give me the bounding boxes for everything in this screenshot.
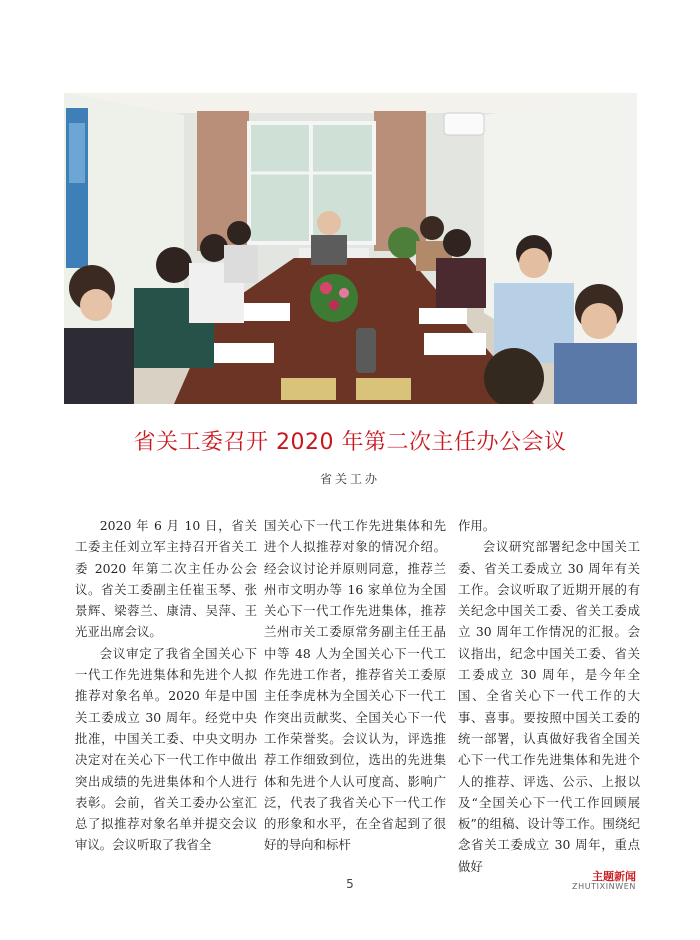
article-title: 省关工委召开 2020 年第二次主任办公会议 [133,430,567,455]
paragraph: 国关心下一代工作先进集体和先进个人拟推荐对象的情况介绍。经会议讨论并原则同意，推荐兰州市文明办等 16 家单位为全国关心下一代工作先进集体，推荐兰州市关工委原常务副主任王晶中等 48 人为全国关心下一代工作先进工作者，推荐省关工委原主任李虎林为全国关心下一代工作突出贡献奖、全国关心下一代工作荣誉奖。会议认为，评选推荐工作细致到位，选出的先进集体和先进个人认可度高、影响广泛，代表了我省关心下一代工作的形象和水平，在全省起到了很好的导向和标杆 [264,518,446,853]
article-author: 省关工办 [319,472,380,486]
paragraph: 作用。 [458,518,496,533]
article-column-3 [458,515,640,877]
meeting-photo [64,93,637,404]
meeting-photo-illustration [64,93,637,404]
paragraph: 2020 年 6 月 10 日，省关工委主任刘立军主持召开省关工委 2020 年第二次主任办公会议。省关工委副主任崔玉琴、张景辉、梁蓉兰、康清、吴萍、王光亚出席会议。 [75,518,257,640]
paragraph: 会议研究部署纪念中国关工委、省关工委成立 30 周年有关工作。会议听取了近期开展的有关纪念中国关工委、省关工委成立 30 周年工作情况的汇报。会议指出，纪念中国关工委、省关工委成立 30 周年，是今年全国、全省关心下一代工作的大事、喜事。要按照中国关工委的统一部署，认真做好我省全国关心下一代工作先进集体和先进个人的推荐、评选、公示、上报以及“全国关心下一代工作回顾展板”的组稿、设计等工作。围绕纪念省关工委成立 30 周年，重点做好 [458,539,640,874]
page-number: 5 [346,877,354,891]
section-brand-pinyin: ZHUTIXINWEN [572,882,636,891]
paragraph: 会议审定了我省全国关心下一代工作先进集体和先进个人拟推荐对象名单。2020 年是中国关工委成立 30 周年。经党中央批准，中国关工委、中央文明办决定对在关心下一代工作中做出突出成绩的先进集体和个人进行表彰。会前，省关工委办公室汇总了拟推荐对象名单并提交会议审议。会议听取了我省全 [75,645,257,853]
section-brand: 主题新闻 [592,870,636,883]
article-column-1 [75,515,257,856]
article-column-2 [264,515,446,856]
